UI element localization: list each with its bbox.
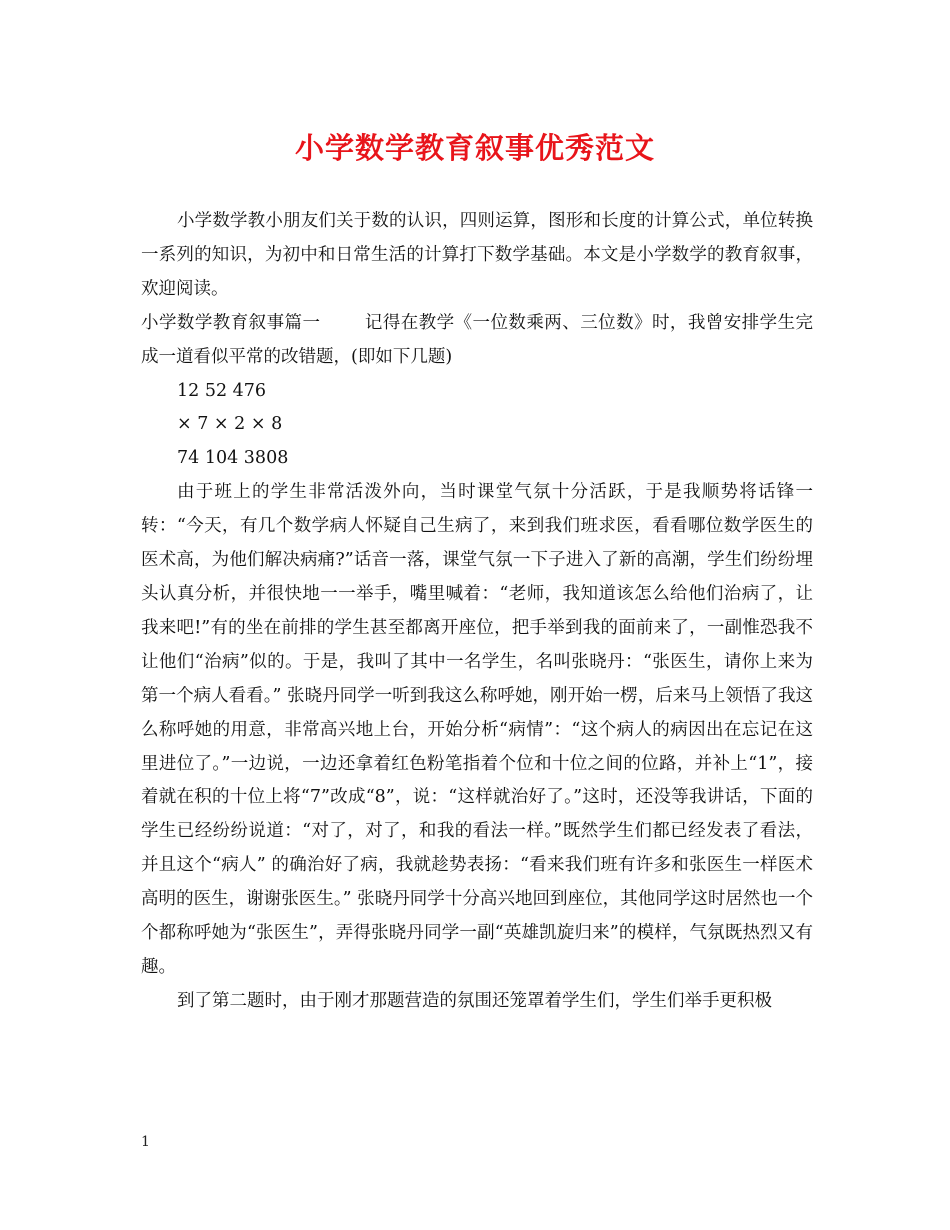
intro-paragraph: 小学数学教小朋友们关于数的认识，四则运算，图形和长度的计算公式，单位转换一系列的知识，为初中和日常生活的计算打下数学基础。本文是小学数学的教育叙事，欢迎阅读。 xyxy=(141,211,813,299)
section-intro-text: 记得在教学《一位数乘两、三位数》时，我曾安排学生完成一道看似平常的改错题，(即如下几题) xyxy=(141,312,814,367)
section-heading: 小学数学教育叙事篇一 xyxy=(141,312,321,333)
page-number: 1 xyxy=(141,1134,150,1150)
story-paragraph: 由于班上的学生非常活泼外向，当时课堂气氛十分活跃，于是我顺势将话锋一转：“今天，有几个数学病人怀疑自己生病了，来到我们班求医，看看哪位数学医生的医术高，为他们解决病痛?”话音一落，课堂气氛一下子进入了新的高潮，学生们纷纷埋头认真分析，并很快地一一举手，嘴里喊着：“老师，我知道该怎么给他们治病了，让我来吧!”有的坐在前排的学生甚至都离开座位，把手举到我的面前来了，一副惟恐我不让他们“治病”似的。于是，我叫了其中一名学生，名叫张晓丹：“张医生，请你上来为第一个病人看看。” 张晓丹同学一听到我这么称呼她，刚开始一楞，后来马上领悟了我这么称呼她的用意，非常高兴地上台，开始分析“病情”：“这个病人的病因出在忘记在这里进位了。”一边说，一边还拿着红色粉笔指着个位和十位之间的位路，并补上“1”，接着就在积的十位上将“7”改成“8”，说：“这样就治好了。”这时，还没等我讲话，下面的学生已经纷纷说道：“对了，对了，和我的看法一样。”既然学生们都已经发表了看法，并且这个“病人” 的确治好了病，我就趁势表扬：“看来我们班有许多和张医生一样医术高明的医生，谢谢张医生。” 张晓丹同学十分高兴地回到座位，其他同学这时居然也一个个都称呼她为“张医生”，弄得张晓丹同学一副“英雄凯旋归来”的模样，气氛既热烈又有趣。 xyxy=(141,482,813,977)
problem-line-products: 74 104 3808 xyxy=(177,448,289,469)
problem-line-multipliers: × 7 × 2 × 8 xyxy=(177,414,283,435)
section-intro-paragraph xyxy=(141,307,813,375)
document-title: 小学数学教育叙事优秀范文 xyxy=(294,131,655,165)
document-body xyxy=(141,205,813,1019)
continuation-paragraph: 到了第二题时，由于刚才那题营造的氛围还笼罩着学生们，学生们举手更积极 xyxy=(177,990,772,1011)
problem-line-multiplicands: 12 52 476 xyxy=(177,380,267,401)
